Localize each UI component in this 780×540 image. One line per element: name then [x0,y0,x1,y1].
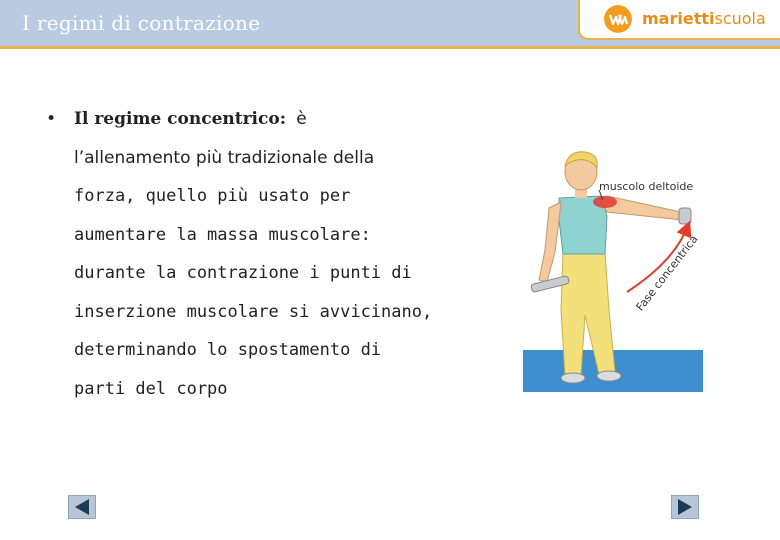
logo-mark-icon [604,5,632,33]
slide-title: I regimi di contrazione [22,11,261,35]
left-shoe [561,373,585,383]
triangle-right-icon [672,496,698,518]
text-line: l’allenamento più tradizionale della [74,147,375,168]
text-line: inserzione muscolare si avvicinano, [74,301,433,322]
logo-text: mariettiscuola [642,9,766,28]
exercise-illustration [523,150,703,392]
bullet-icon: • [46,109,57,129]
text-line: parti del corpo [74,378,228,399]
text-line: durante la contrazione i punti di [74,263,412,283]
publisher-logo [578,0,780,40]
triangle-left-icon [69,496,95,518]
text-line: forza, quello più usato per [74,186,351,206]
term-heading: Il regime concentrico: [74,109,286,129]
bullet-item [46,100,446,139]
text-line: aumentare la massa muscolare: [74,224,371,245]
right-dumbbell [679,208,691,224]
text-line: è [296,109,307,129]
next-slide-button[interactable] [671,495,699,519]
arrow-label: Fase concentrica [633,232,701,314]
deltoid-highlight [593,196,617,208]
header-divider [0,46,780,49]
right-shoe [597,371,621,381]
text-line: determinando lo spostamento di [74,340,382,360]
previous-slide-button[interactable] [68,495,96,519]
muscle-label: muscolo deltoide [599,180,694,193]
slide-body [46,100,446,408]
lower-arm [539,202,561,282]
